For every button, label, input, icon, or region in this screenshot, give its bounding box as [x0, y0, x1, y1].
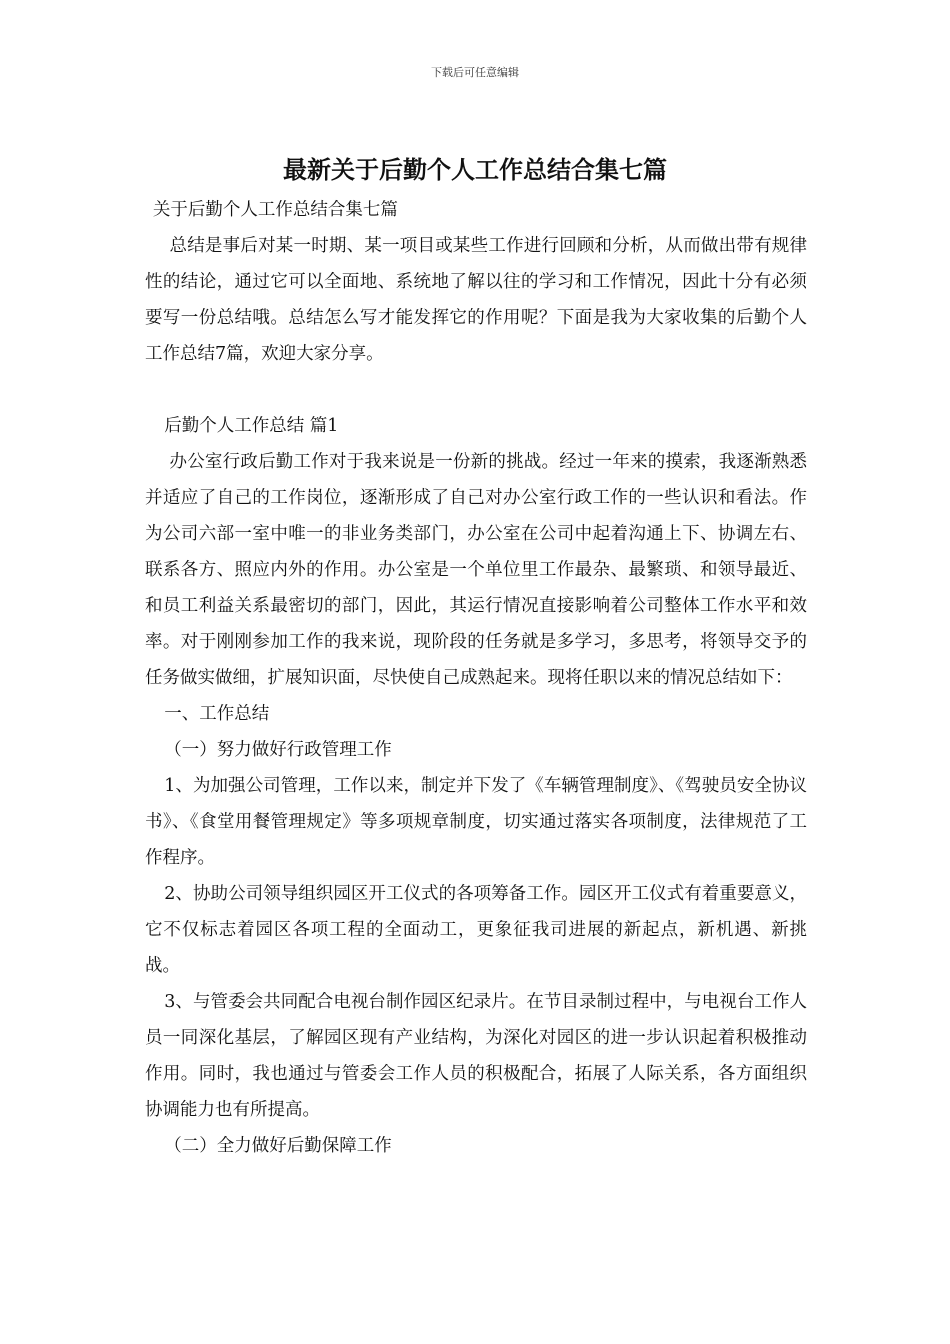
list-item-2: 2、协助公司领导组织园区开工仪式的各项筹备工作。园区开工仪式有着重要意义，它不仅标志着园区各项工程的全面动工，更象征我司进展的新起点，新机遇、新挑战。: [145, 884, 807, 976]
section-heading-part1: 后勤个人工作总结 篇1: [164, 416, 339, 436]
list-item-1: 1、为加强公司管理，工作以来，制定并下发了《车辆管理制度》、《驾驶员安全协议书》、《食堂用餐管理规定》等多项规章制度，切实通过落实各项制度，法律规范了工作程序。: [145, 776, 807, 868]
subsection-heading-admin: （一）努力做好行政管理工作: [164, 740, 392, 760]
document-title: 最新关于后勤个人工作总结合集七篇: [283, 156, 667, 184]
list-item-3: 3、与管委会共同配合电视台制作园区纪录片。在节目录制过程中，与电视台工作人员一同深化基层，了解园区现有产业结构，为深化对园区的进一步认识起着积极推动作用。同时，我也通过与管委会工作人员的积极配合，拓展了人际关系，各方面组织协调能力也有所提高。: [145, 992, 807, 1120]
paragraph-gap: [145, 372, 807, 408]
document-subtitle: 关于后勤个人工作总结合集七篇: [152, 200, 398, 220]
header-note: 下载后可任意编辑: [431, 66, 519, 79]
document-body: [145, 192, 807, 1164]
intro-paragraph: 总结是事后对某一时期、某一项目或某些工作进行回顾和分析，从而做出带有规律性的结论，通过它可以全面地、系统地了解以往的学习和工作情况，因此十分有必须要写一份总结哦。总结怎么写才能发挥它的作用呢？下面是我为大家收集的后勤个人工作总结7篇，欢迎大家分享。: [145, 236, 807, 364]
section-heading-work-summary: 一、工作总结: [164, 704, 270, 724]
body-paragraph: 办公室行政后勤工作对于我来说是一份新的挑战。经过一年来的摸索，我逐渐熟悉并适应了自己的工作岗位，逐渐形成了自己对办公室行政工作的一些认识和看法。作为公司六部一室中唯一的非业务类部门，办公室在公司中起着沟通上下、协调左右、联系各方、照应内外的作用。办公室是一个单位里工作最杂、最繁琐、和领导最近、和员工利益关系最密切的部门，因此，其运行情况直接影响着公司整体工作水平和效率。对于刚刚参加工作的我来说，现阶段的任务就是多学习，多思考，将领导交予的任务做实做细，扩展知识面，尽快使自己成熟起来。现将任职以来的情况总结如下：: [145, 452, 807, 688]
subsection-heading-logistics: （二）全力做好后勤保障工作: [164, 1136, 392, 1156]
